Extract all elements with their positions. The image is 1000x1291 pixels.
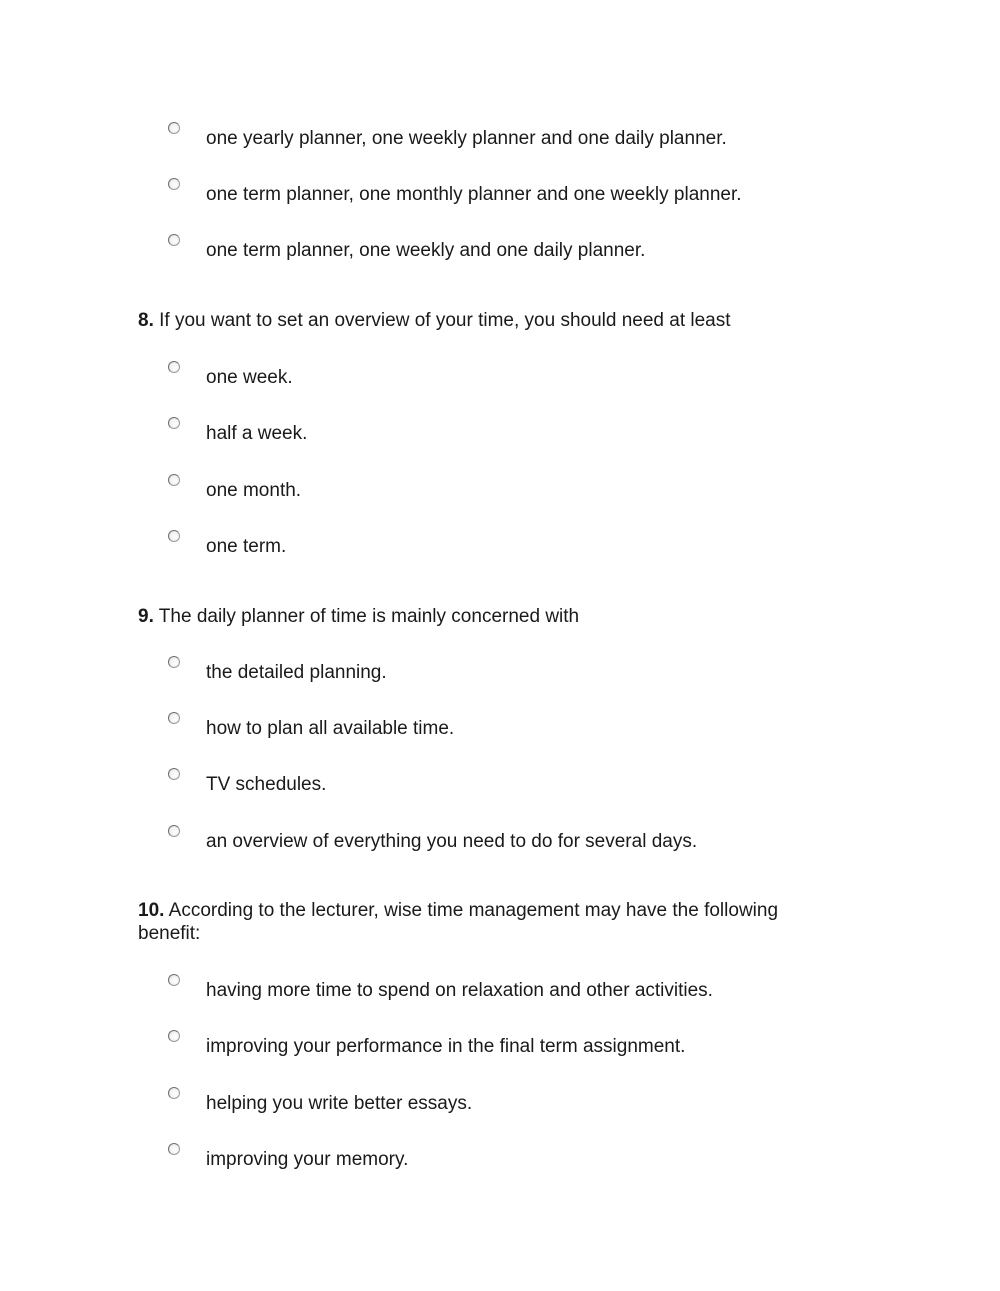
- question-9: [138, 605, 828, 628]
- question-number: 10.: [138, 900, 165, 921]
- q9-option-3[interactable]: [168, 768, 868, 798]
- q7-option-2[interactable]: [168, 178, 868, 208]
- radio-button[interactable]: [168, 122, 180, 134]
- q8-option-3[interactable]: [168, 474, 868, 504]
- radio-button[interactable]: [168, 361, 180, 373]
- question-text: The daily planner of time is mainly concerned with: [158, 606, 580, 627]
- q9-option-2[interactable]: [168, 712, 868, 742]
- radio-button[interactable]: [168, 530, 180, 542]
- radio-button[interactable]: [168, 234, 180, 246]
- q7-option-1[interactable]: [168, 122, 868, 152]
- q10-option-1[interactable]: [168, 974, 868, 1004]
- question-10: [138, 899, 828, 945]
- q8-option-4[interactable]: [168, 530, 868, 560]
- radio-button[interactable]: [168, 656, 180, 668]
- question-number: 9.: [138, 606, 154, 627]
- q10-option-2[interactable]: [168, 1030, 868, 1060]
- q9-option-1[interactable]: [168, 656, 868, 686]
- option-label: one month.: [206, 480, 302, 501]
- question-8: [138, 309, 828, 332]
- radio-button[interactable]: [168, 417, 180, 429]
- q10-option-3[interactable]: [168, 1087, 868, 1117]
- radio-button[interactable]: [168, 1143, 180, 1155]
- option-label: one yearly planner, one weekly planner and one daily planner.: [206, 128, 727, 149]
- option-label: one term planner, one weekly and one daily planner.: [206, 240, 646, 261]
- option-label: one term planner, one monthly planner and one weekly planner.: [206, 184, 742, 205]
- radio-button[interactable]: [168, 1087, 180, 1099]
- option-label: helping you write better essays.: [206, 1093, 473, 1114]
- q9-option-4[interactable]: [168, 825, 868, 855]
- q8-option-1[interactable]: [168, 361, 868, 391]
- radio-button[interactable]: [168, 768, 180, 780]
- option-label: one term.: [206, 536, 287, 557]
- radio-button[interactable]: [168, 178, 180, 190]
- option-label: half a week.: [206, 423, 308, 444]
- radio-button[interactable]: [168, 474, 180, 486]
- question-number: 8.: [138, 310, 154, 331]
- radio-button[interactable]: [168, 974, 180, 986]
- option-label: one week.: [206, 367, 293, 388]
- q7-option-3[interactable]: [168, 234, 868, 264]
- q8-option-2[interactable]: [168, 417, 868, 447]
- option-label: the detailed planning.: [206, 662, 387, 683]
- question-text: According to the lecturer, wise time management may have the following benefit:: [138, 900, 779, 944]
- option-label: having more time to spend on relaxation and other activities.: [206, 980, 713, 1001]
- option-label: an overview of everything you need to do for several days.: [206, 831, 698, 852]
- option-label: improving your memory.: [206, 1149, 409, 1170]
- q10-option-4[interactable]: [168, 1143, 868, 1173]
- radio-button[interactable]: [168, 825, 180, 837]
- question-text: If you want to set an overview of your time, you should need at least: [159, 310, 731, 331]
- radio-button[interactable]: [168, 712, 180, 724]
- radio-button[interactable]: [168, 1030, 180, 1042]
- option-label: TV schedules.: [206, 774, 327, 795]
- option-label: improving your performance in the final term assignment.: [206, 1036, 686, 1057]
- option-label: how to plan all available time.: [206, 718, 455, 739]
